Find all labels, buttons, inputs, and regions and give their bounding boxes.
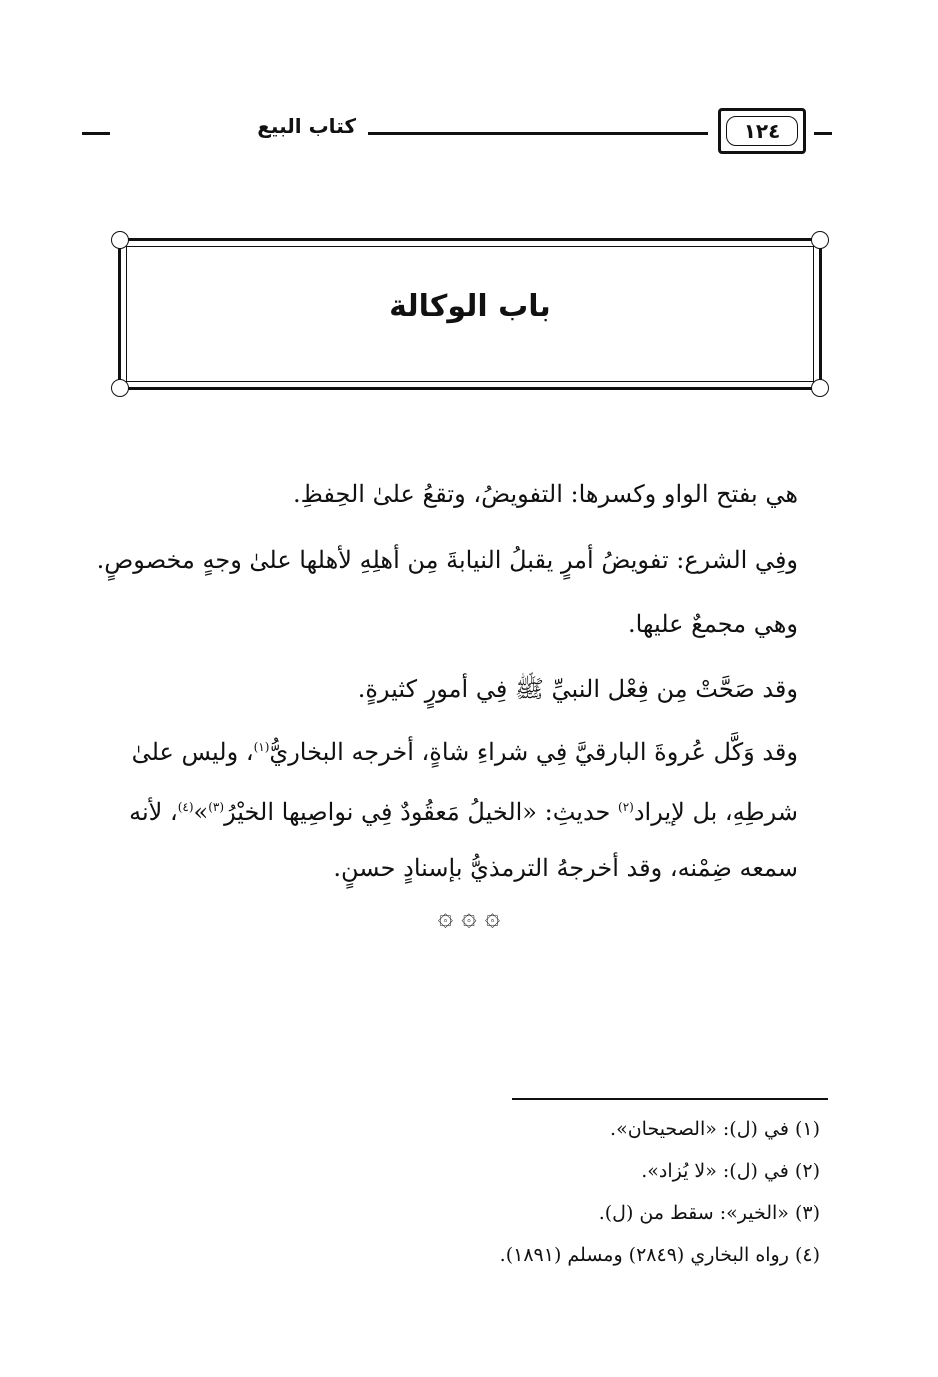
frame-corner-ornament (811, 379, 829, 397)
paragraph-definition-sharia: وفِي الشرع: تفويضُ أمرٍ يقبلُ النيابةَ مِن أهلِهِ لأهلها علىٰ وجهٍ مخصوصٍ. (96, 546, 798, 574)
frame-corner-ornament (111, 379, 129, 397)
header-rule-middle (368, 132, 708, 135)
chapter-title-frame (118, 238, 822, 390)
footnote-ref[interactable]: (١) (253, 740, 270, 754)
text-run: شرطِهِ، بل لإيراد (633, 798, 798, 826)
paragraph-urwa-line-3: سمعه ضِمْنه، وقد أخرجهُ الترمذيُّ بإسنادٍ حسنٍ. (333, 854, 798, 882)
page-number: ١٢٤ (726, 116, 798, 146)
paragraph-urwa-line-2 (129, 798, 798, 826)
page-number-box (718, 108, 806, 154)
footnote-2: (٢) في (ل): «لا يُزاد». (641, 1160, 820, 1182)
text-run: ، لأنه (129, 798, 178, 826)
book-title: كتاب البيع (257, 114, 356, 138)
text-run: وقد وَكَّل عُروةَ البارقيَّ فِي شراءِ شاةٍ، أخرجه البخاريُّ (269, 738, 798, 766)
footnote-1: (١) في (ل): «الصحيحان». (610, 1118, 820, 1140)
frame-corner-ornament (811, 231, 829, 249)
section-end-ornaments: ۞ ۞ ۞ (437, 902, 501, 932)
footnote-3: (٣) «الخير»: سقط من (ل). (598, 1202, 820, 1224)
header-rule-right (814, 132, 832, 135)
paragraph-consensus: وهي مجمعٌ عليها. (627, 610, 798, 638)
footnote-separator (512, 1098, 828, 1100)
footnote-ref[interactable]: (٢) (618, 800, 634, 814)
chapter-title: باب الوكالة (389, 289, 551, 324)
paragraph-definition-language: هي بفتح الواو وكسرها: التفويضُ، وتقعُ علىٰ الحِفظِ. (292, 480, 798, 508)
footnote-ref[interactable]: (٣) (208, 800, 225, 814)
page-header (82, 108, 832, 158)
frame-corner-ornament (111, 231, 129, 249)
paragraph-prophet-practice: وقد صَحَّتْ مِن فِعْل النبيِّ ﷺ فِي أمورٍ كثيرةٍ. (357, 675, 798, 703)
header-rule-left (82, 132, 110, 135)
text-run: حديثِ: «الخيلُ مَعقُودٌ فِي نواصِيها الخيْرُ (224, 798, 619, 826)
footnote-4: (٤) رواه البخاري (٢٨٤٩) ومسلم (١٨٩١). (499, 1244, 820, 1266)
text-run: ، وليس علىٰ (131, 738, 254, 766)
paragraph-urwa-line-1 (132, 738, 798, 766)
text-run: » (193, 798, 209, 826)
footnote-ref[interactable]: (٤) (177, 800, 194, 814)
